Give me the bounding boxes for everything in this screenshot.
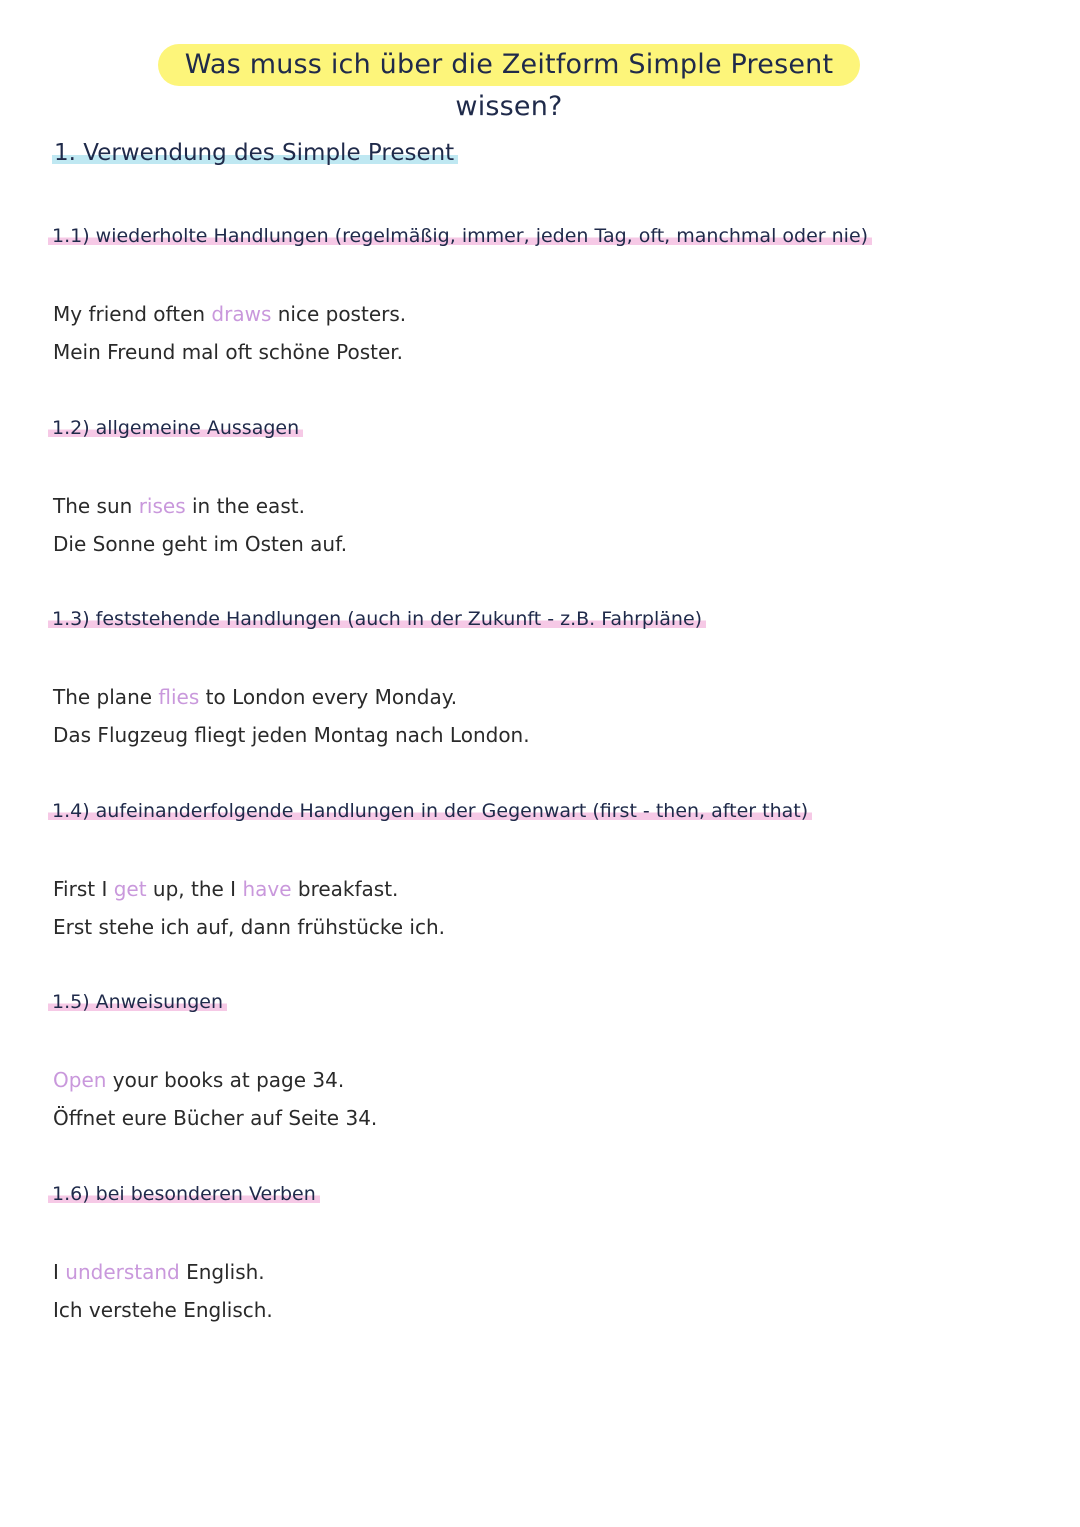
german-translation: Öffnet eure Bücher auf Seite 34.	[53, 1106, 378, 1130]
verb: draws	[211, 302, 272, 326]
subheading-1-4: 1.4) aufeinanderfolgende Handlungen in der Gegenwart (first - then, after that)	[48, 800, 812, 822]
text: First I	[53, 877, 114, 901]
english-sentence	[53, 1253, 273, 1291]
text: up, the I	[146, 877, 243, 901]
english-sentence	[53, 870, 445, 908]
subheading-1-5: 1.5) Anweisungen	[48, 991, 227, 1013]
text: English.	[179, 1260, 265, 1284]
text: The sun	[53, 494, 139, 518]
text: in the east.	[185, 494, 305, 518]
section-heading: 1. Verwendung des Simple Present	[52, 140, 458, 166]
verb: understand	[65, 1260, 180, 1284]
verb: flies	[158, 685, 200, 709]
verb: rises	[138, 494, 186, 518]
german-translation: Ich verstehe Englisch.	[53, 1298, 273, 1322]
text: nice posters.	[271, 302, 407, 326]
subheading-1-2: 1.2) allgemeine Aussagen	[48, 417, 303, 439]
example-1-4	[53, 870, 445, 946]
german-translation: Mein Freund mal oft schöne Poster.	[53, 340, 404, 364]
example-1-6	[53, 1253, 273, 1329]
example-1-2	[53, 487, 347, 563]
english-sentence	[53, 1061, 377, 1099]
text: The plane	[53, 685, 159, 709]
subheading-1-3: 1.3) feststehende Handlungen (auch in der Zukunft - z.B. Fahrpläne)	[48, 608, 706, 630]
text: I	[53, 1260, 66, 1284]
example-1-1	[53, 295, 406, 371]
text: to London every Monday.	[199, 685, 458, 709]
text: breakfast.	[291, 877, 399, 901]
example-1-3	[53, 678, 530, 754]
german-translation: Die Sonne geht im Osten auf.	[53, 532, 348, 556]
subheading-1-1: 1.1) wiederholte Handlungen (regelmäßig, immer, jeden Tag, oft, manchmal oder nie)	[48, 225, 872, 247]
text: your books at page 34.	[106, 1068, 345, 1092]
subheading-1-6: 1.6) bei besonderen Verben	[48, 1183, 320, 1205]
verb: Open	[53, 1068, 107, 1092]
example-1-5	[53, 1061, 377, 1137]
page-title: Was muss ich über die Zeitform Simple Present wissen?	[184, 49, 834, 122]
text: My friend often	[53, 302, 212, 326]
verb: have	[242, 877, 292, 901]
german-translation: Erst stehe ich auf, dann frühstücke ich.	[53, 915, 445, 939]
english-sentence	[53, 678, 530, 716]
english-sentence	[53, 295, 406, 333]
english-sentence	[53, 487, 347, 525]
verb: get	[113, 877, 147, 901]
title-highlight	[158, 44, 860, 122]
german-translation: Das Flugzeug fliegt jeden Montag nach London.	[53, 723, 530, 747]
